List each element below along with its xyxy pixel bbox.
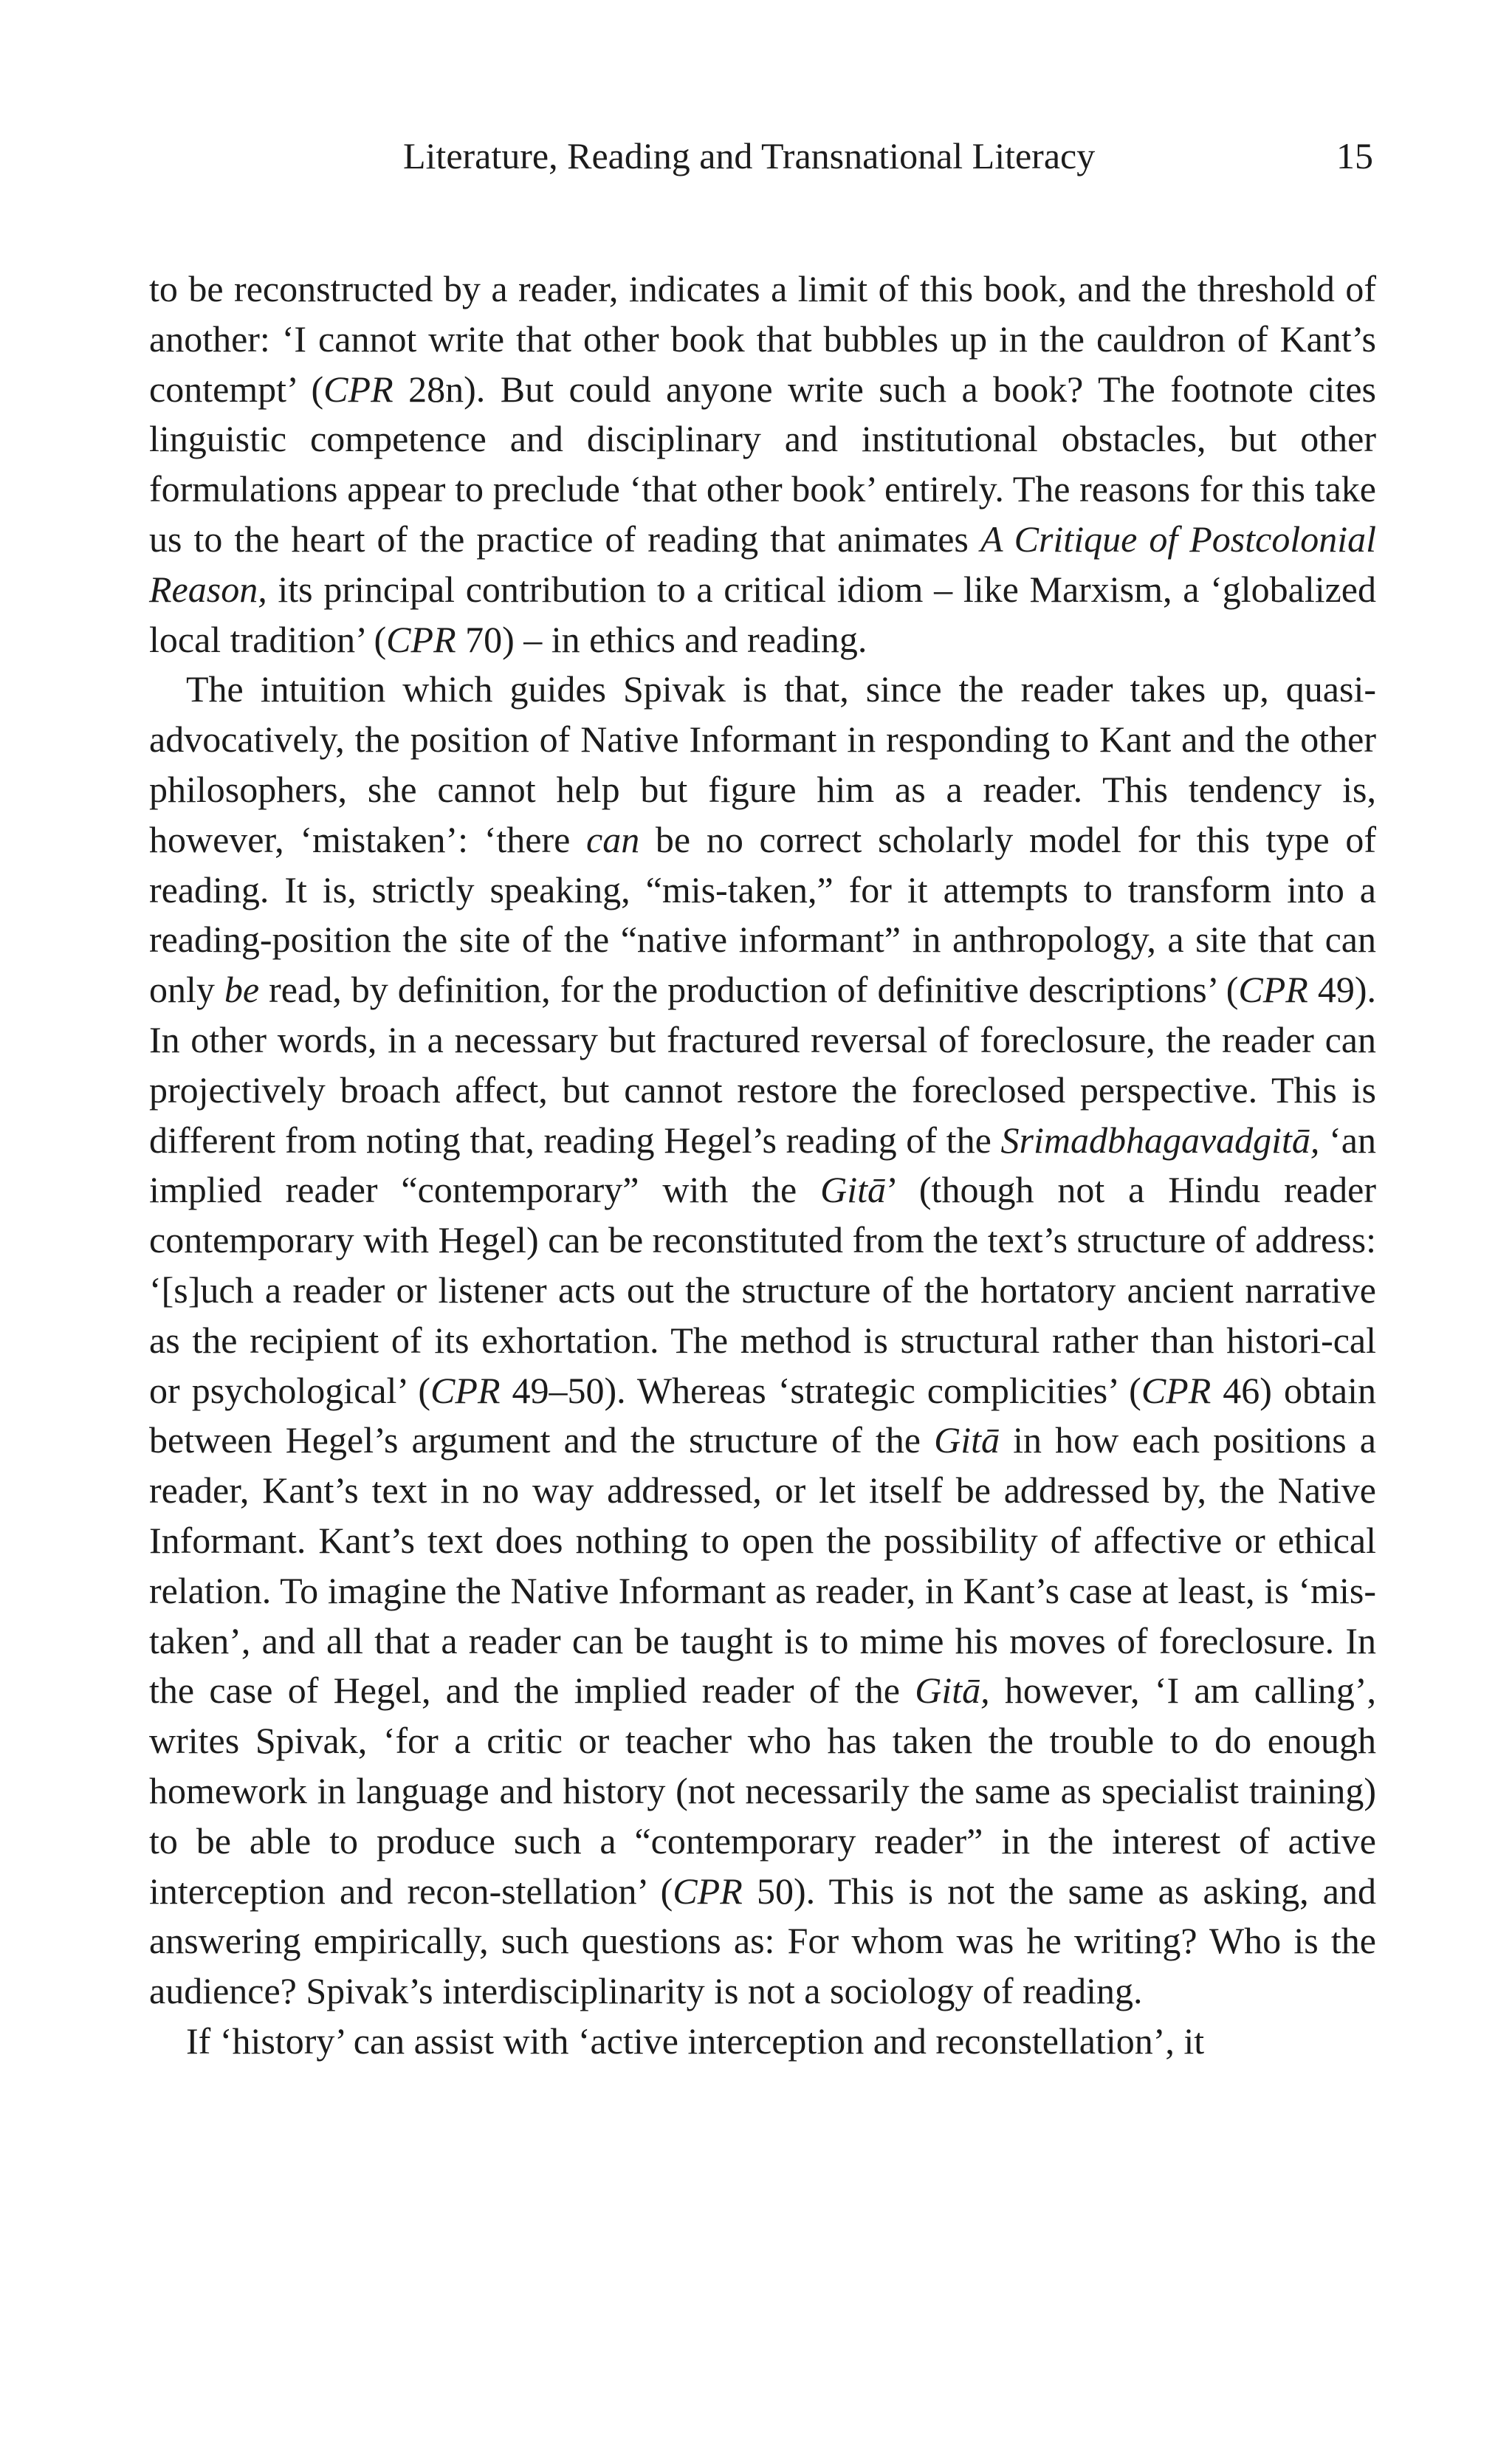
page-number: 15 [1336, 135, 1373, 176]
paragraph [149, 2017, 1376, 2067]
italic-text: CPR [1238, 969, 1308, 1011]
italic-text: CPR [673, 1870, 743, 1912]
italic-text: CPR [386, 618, 456, 660]
italic-text: CPR [1141, 1369, 1212, 1411]
text-run: in how each positions a reader, Kant’s text in no way addressed, or let itself be addressed by, the Native Informant. Kant’s text does nothing to open the possibility of affective or ethical relation. To imagine the Native Informant as reader, in Kant’s case at least, is ‘mis-taken’, and all that a reader can be taught is to mime his moves of foreclosure. In the case of Hegel, and the implied reader of the [149, 1419, 1376, 1712]
italic-text: can [586, 818, 640, 860]
paragraph [149, 665, 1376, 2017]
italic-text: CPR [430, 1369, 501, 1411]
text-run: to be reconstructed by a reader, indicates a limit of this book, and the threshold of another: ‘I cannot write that other book that bubbles up in the cauldron of Kant’s contempt’ ( [149, 268, 1376, 410]
text-run: be no correct scholarly model for this type of reading. It is, strictly speaking, “mis-taken,” for it attempts to transform into a reading-position the site of the “native informant” in anthropology, a site that can only [149, 818, 1376, 1011]
text-run: ‘an implied reader “contemporary” with the [149, 1119, 1377, 1211]
italic-text: Srimadbhagavadgitā, [1000, 1119, 1320, 1161]
text-run: 50). This is not the same as asking, and answering empirically, such questions as: For whom was he writing? Who is the audience? Spivak’s interdisciplinarity is not a sociology of reading. [149, 1870, 1376, 2012]
text-run: 46) obtain between Hegel’s argument and the structure of the [149, 1369, 1376, 1461]
text-run: ’ (though not a Hindu reader contemporary with Hegel) can be reconstituted from the text’s structure of address: ‘[s]uch a reader or listener acts out the structure of the hortatory ancient narrative as the recipient of its exhortation. The method is structural rather than histori-cal or psychological’ ( [149, 1169, 1376, 1411]
body-text [149, 264, 1376, 2067]
italic-text: Gitā, [915, 1670, 990, 1712]
text-run: however, ‘I am calling’, writes Spivak, ‘for a critic or teacher who has taken the trouble to do enough homework in language and history (not necessarily the same as specialist training) to be able to produce such a “contemporary reader” in the interest of active interception and recon-stellation’ ( [149, 1670, 1376, 1912]
paragraph [149, 264, 1376, 665]
italic-text: be [224, 969, 260, 1011]
text-run: 70) – in ethics and reading. [456, 618, 867, 660]
italic-text: A Critique of Postcolonial Reason, [149, 518, 1377, 610]
text-run: 49). In other words, in a necessary but fractured reversal of foreclosure, the reader can projectively broach affect, but cannot restore the foreclosed perspective. This is different from noting that, reading Hegel’s reading of the [149, 969, 1376, 1161]
text-run: read, by definition, for the production of definitive descriptions’ ( [259, 969, 1239, 1011]
text-run: If ‘history’ can assist with ‘active interception and reconstellation’, it [186, 2020, 1205, 2062]
text-run: its principal contribution to a critical idiom – like Marxism, a ‘globalized local tradition’ ( [149, 568, 1376, 660]
text-run: The intuition which guides Spivak is that, since the reader takes up, quasi-advocatively, the position of Native Informant in responding to Kant and the other philosophers, she cannot help but figure him as a reader. This tendency is, however, ‘mistaken’: ‘there [149, 668, 1376, 860]
italic-text: Gitā [934, 1419, 1000, 1461]
text-run: 28n). But could anyone write such a book? The footnote cites linguistic competence and disciplinary and institutional obstacles, but other formulations appear to preclude ‘that other book’ entirely. The reasons for this take us to the heart of the practice of reading that animates [149, 368, 1376, 560]
running-title: Literature, Reading and Transnational Literacy [403, 135, 1096, 176]
italic-text: Gitā [820, 1169, 887, 1211]
running-head [403, 130, 1373, 182]
text-run: 49–50). Whereas ‘strategic complicities’ ( [500, 1369, 1141, 1411]
italic-text: CPR [323, 368, 394, 410]
